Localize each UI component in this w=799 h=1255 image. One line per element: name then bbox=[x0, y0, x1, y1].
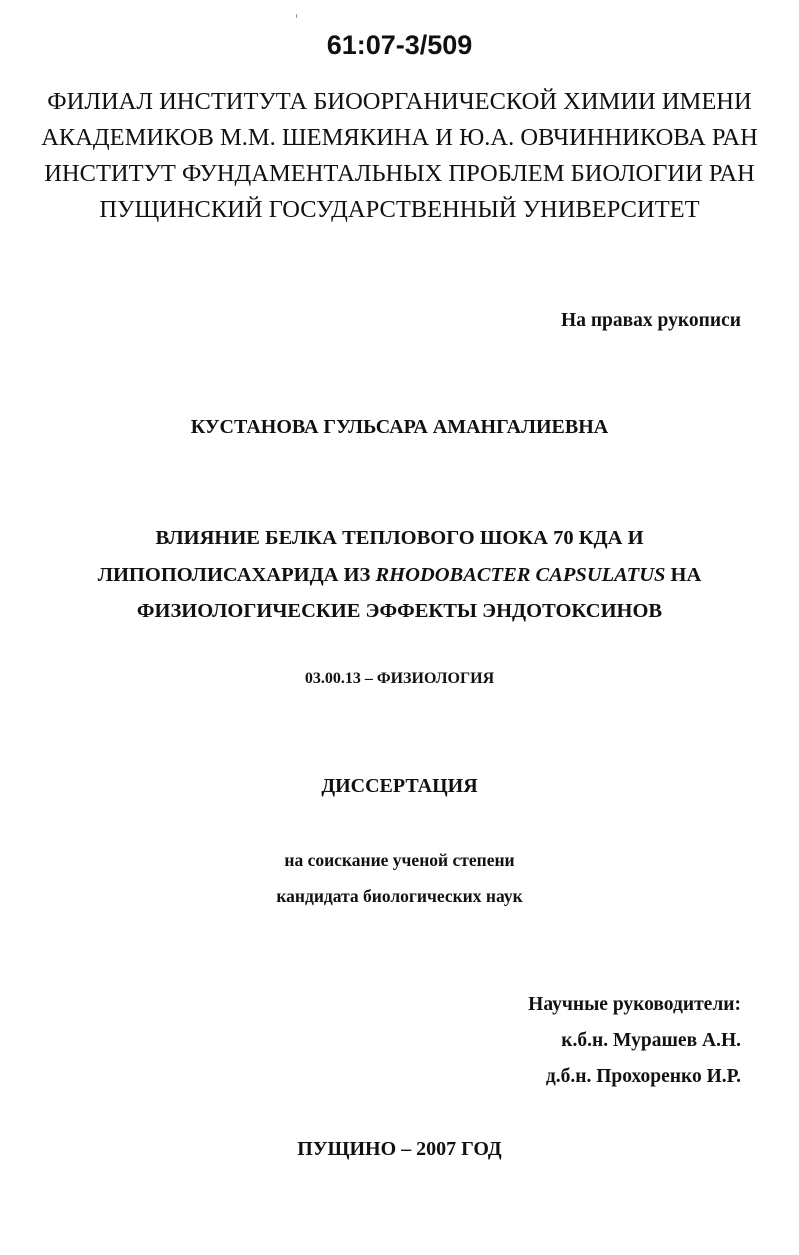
scan-mark bbox=[296, 14, 297, 18]
title-line-2-start: ЛИПОПОЛИСАХАРИДА ИЗ bbox=[97, 564, 376, 586]
degree-line-1: на соискание ученой степени bbox=[284, 850, 515, 870]
title-organism-name: RHODOBACTER CAPSULATUS bbox=[375, 564, 666, 586]
library-stamp-number: 61:07-3/509 bbox=[326, 30, 473, 60]
title-line-2-end: НА bbox=[665, 564, 702, 586]
specialty-code: 03.00.13 – ФИЗИОЛОГИЯ bbox=[304, 670, 495, 687]
supervisor-2: д.б.н. Прохоренко И.Р. bbox=[545, 1066, 741, 1087]
institution-line-4: ПУЩИНСКИЙ ГОСУДАРСТВЕННЫЙ УНИВЕРСИТЕТ bbox=[99, 196, 700, 223]
author-name: КУСТАНОВА ГУЛЬСАРА АМАНГАЛИЕВНА bbox=[190, 416, 609, 438]
institution-line-2: АКАДЕМИКОВ М.М. ШЕМЯКИНА И Ю.А. ОВЧИННИКОВА РАН bbox=[41, 124, 758, 151]
institution-line-1: ФИЛИАЛ ИНСТИТУТА БИООРГАНИЧЕСКОЙ ХИМИИ ИМЕНИ bbox=[47, 88, 752, 115]
degree-line-2: кандидата биологических наук bbox=[276, 886, 523, 906]
manuscript-note: На правах рукописи bbox=[561, 310, 741, 331]
supervisor-1: к.б.н. Мурашев А.Н. bbox=[561, 1030, 741, 1051]
title-line-2 bbox=[0, 564, 799, 587]
city-year: ПУЩИНО – 2007 ГОД bbox=[297, 1138, 502, 1160]
document-type: ДИССЕРТАЦИЯ bbox=[321, 775, 478, 797]
title-line-3: ФИЗИОЛОГИЧЕСКИЕ ЭФФЕКТЫ ЭНДОТОКСИНОВ bbox=[136, 600, 663, 622]
institution-line-3: ИНСТИТУТ ФУНДАМЕНТАЛЬНЫХ ПРОБЛЕМ БИОЛОГИИ РАН bbox=[44, 160, 755, 187]
supervisors-heading: Научные руководители: bbox=[528, 994, 741, 1015]
title-line-1: ВЛИЯНИЕ БЕЛКА ТЕПЛОВОГО ШОКА 70 КДА И bbox=[155, 527, 644, 549]
